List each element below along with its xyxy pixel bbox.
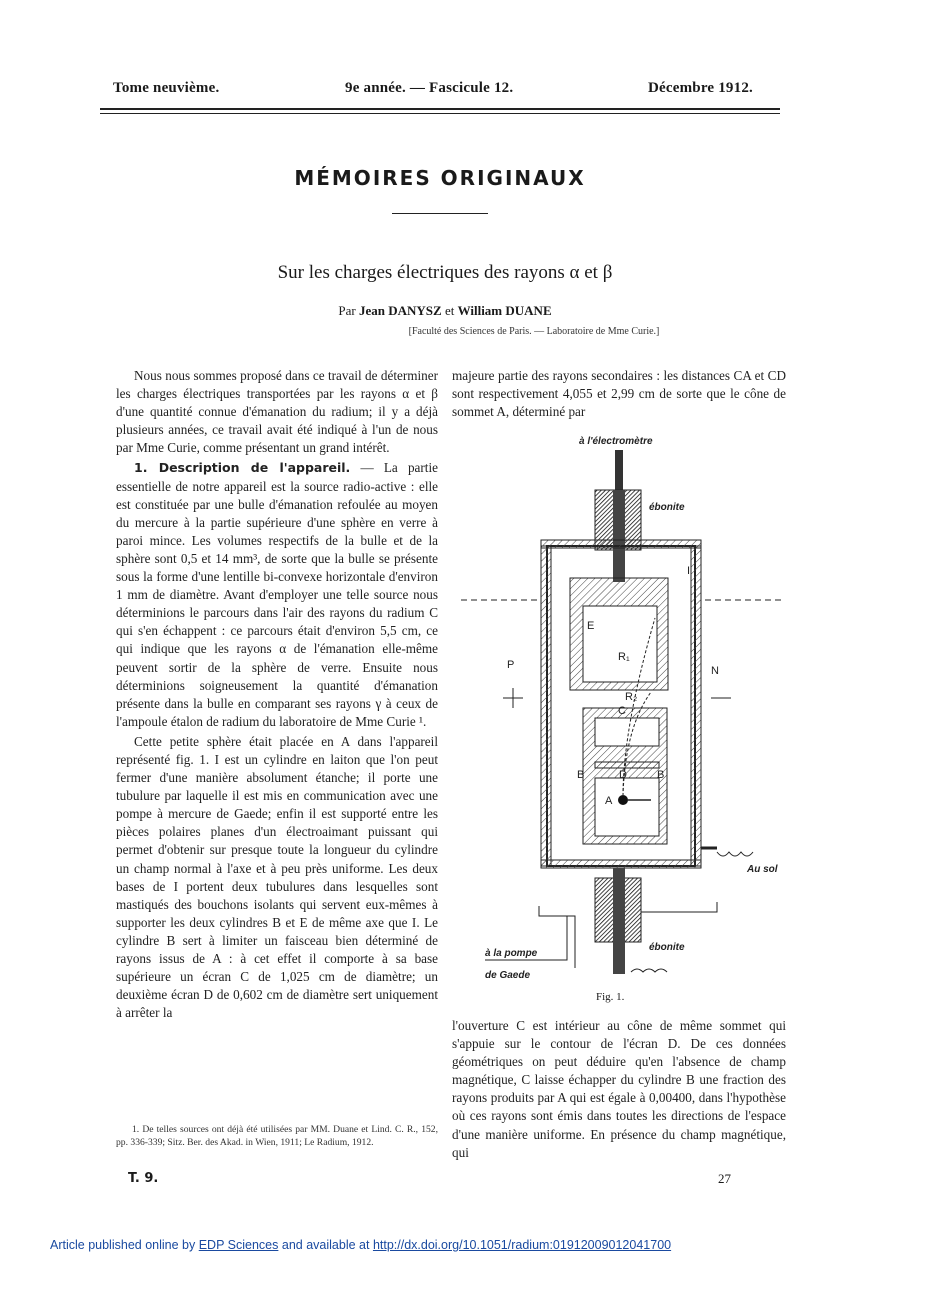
right-column-bottom: [452, 1017, 786, 1162]
electrometer-lead: [615, 450, 623, 490]
label-au-sol: Au sol: [747, 864, 778, 875]
outer-wall-right: [691, 546, 701, 866]
author-2: William DUANE: [457, 303, 552, 318]
outer-wall-left: [541, 546, 551, 866]
label-I-right: I: [687, 565, 691, 577]
paragraph-right-top: majeure partie des rayons secondaires : les distances CA et CD sont respectivement 4,055 et 2,99 cm de sorte que le cône de sommet A, déterminé par: [452, 368, 786, 420]
article-title: Sur les charges électriques des rayons α et β: [277, 262, 613, 283]
label-pompe-1: à la pompe: [485, 948, 538, 959]
left-column: [116, 367, 438, 1022]
byline-et: et: [444, 303, 455, 318]
label-A: A: [605, 795, 613, 807]
paragraph-section-1: [116, 459, 438, 730]
header-rule-top: [100, 108, 780, 110]
footnote-text: 1. De telles sources ont déjà été utilisées par MM. Duane et Lind. C. R., 152, pp. 336-339; Sitz. Ber. des Akad. in Wien, 1911; Le Radium, 1912.: [116, 1124, 438, 1148]
label-E: E: [587, 620, 595, 632]
bottom-wire: [631, 969, 667, 972]
top-rod: [613, 490, 625, 582]
header-rule-bottom: [100, 113, 780, 114]
affiliation: [Faculté des Sciences de Paris. — Laboratoire de Mme Curie.]: [408, 326, 660, 337]
doi-link[interactable]: http://dx.doi.org/10.1051/radium:01912009012041700: [372, 1238, 672, 1252]
page-number: 27: [718, 1171, 731, 1186]
byline-par: Par: [338, 303, 356, 318]
section-title: MÉMOIRES ORIGINAUX: [294, 166, 586, 190]
outer-bottom: [541, 860, 701, 868]
paragraph-intro: Nous nous sommes proposé dans ce travail de déterminer les charges électriques transportées par les rayons α et β d'une quantité connue d'émanation du radium; il y a déjà plusieurs années, ce travail avait été indiqué à l'un de nous par Mme Curie, comme présentant un grand intérêt.: [116, 368, 438, 456]
author-1: Jean DANYSZ: [358, 303, 442, 318]
header-date: Décembre 1912.: [648, 80, 753, 96]
label-N: N: [711, 665, 719, 677]
right-column-top: [452, 367, 786, 421]
section-1-text: — La partie essentielle de notre appareil est la source radio-active : elle est constituée par une bulle d'émanation refoulée au moyen du mercure à la partie supérieure d'une sphère en verre à paroi mince. Les volumes respectifs de la bulle et de la sphère sont 0,5 et 14 mm³, de sorte que la bulle se présente sous la forme d'une lentille bi-convexe horizontale d'environ 1 mm de diamètre. Avant d'employer une telle source nous déterminions le parcours dans l'air des rayons du radium C qui s'en échappent : ce parcours était d'environ 5,5 cm, ce qui indique que les rayons α de l'émanation elle-même peuvent sortir de la sphère de verre. Ensuite nous déterminions soigneusement la quantité d'émanation présente dans la bulle en comparant ses rayons γ à ceux de l'ampoule étalon de radium du laboratoire de Mme Curie ¹.: [116, 460, 438, 729]
paragraph-apparatus: Cette petite sphère était placée en A dans l'appareil représenté fig. 1. I est un cylindre en laiton que l'on peut fermer d'une manière absolument étanche; il porte une tubulure par laquelle il est mis en communication avec une pompe à mercure de Gaede; enfin il est supporté entre les pièces polaires planes d'un électroaimant puissant qui permet d'obtenir sur presque toute la longueur du cylindre un champ normal à l'axe et à peu près uniforme. Les deux bases de I portent deux tubulures dans lesquelles sont mastiqués des bouchons isolants qui servent eux-mêmes à supporter les deux cylindres B et E de même axe que I. Le cylindre B sert à limiter un faisceau bien déterminé de rayons issus de A : à cet effet il comporte à sa base supérieure un écran C de 1,025 cm de diamètre; un deuxième écran D de 0,602 cm de diamètre sert uniquement à arrêter la: [116, 733, 438, 1021]
label-D: D: [619, 769, 627, 781]
section-1-heading: 1. Description de l'appareil.: [134, 460, 351, 476]
figure-apparatus: [455, 428, 795, 988]
publisher-banner: [50, 1238, 671, 1252]
banner-middle: and available at: [281, 1238, 370, 1252]
label-R2: R₂: [625, 691, 638, 703]
cylinder-B-lower: [595, 778, 659, 836]
paragraph-right-bottom: l'ouverture C est intérieur au cône de même sommet qui s'appuie sur le contour de l'écran D. De ces données géométriques on peut déduire qu'en l'absence de champ magnétique, C laisse échapper du cylindre B une fraction des rayons produits par A qui est égale à 0,00400, dans l'hypothèse où ces rayons sont émis dans toutes les directions de l'espace d'une manière uniforme. En présence du champ magnétique, qui: [452, 1018, 786, 1160]
ground-wire: [717, 852, 753, 856]
publisher-link[interactable]: EDP Sciences: [198, 1238, 279, 1252]
byline: [0, 303, 890, 319]
header-fascicule: 9e année. — Fascicule 12.: [345, 80, 514, 96]
cylinder-B-upper: [595, 718, 659, 746]
label-pompe-2: de Gaede: [485, 970, 531, 981]
bottom-rod: [613, 868, 625, 974]
page-footer-volume: T. 9.: [128, 1171, 159, 1186]
title-divider: [392, 213, 488, 214]
screen-D: [595, 762, 659, 768]
label-ebonite-bottom: ébonite: [649, 942, 685, 953]
label-electrometre: à l'électromètre: [579, 436, 653, 447]
banner-prefix: Article published online by: [50, 1238, 196, 1252]
footnote: [116, 1124, 438, 1150]
cylinder-E-inner: [583, 606, 657, 682]
label-B-right: B: [657, 769, 665, 781]
figure-caption: Fig. 1.: [596, 991, 625, 1003]
header-tome: Tome neuvième.: [113, 80, 220, 96]
label-C: C: [618, 705, 626, 717]
label-ebonite-top: ébonite: [649, 502, 685, 513]
outer-top: [541, 540, 701, 548]
label-P: P: [507, 659, 515, 671]
label-R1: R₁: [618, 651, 630, 663]
side-tube: [641, 902, 717, 912]
label-B-left: B: [577, 769, 585, 781]
source-A: [618, 795, 628, 805]
label-I: I: [546, 565, 550, 577]
